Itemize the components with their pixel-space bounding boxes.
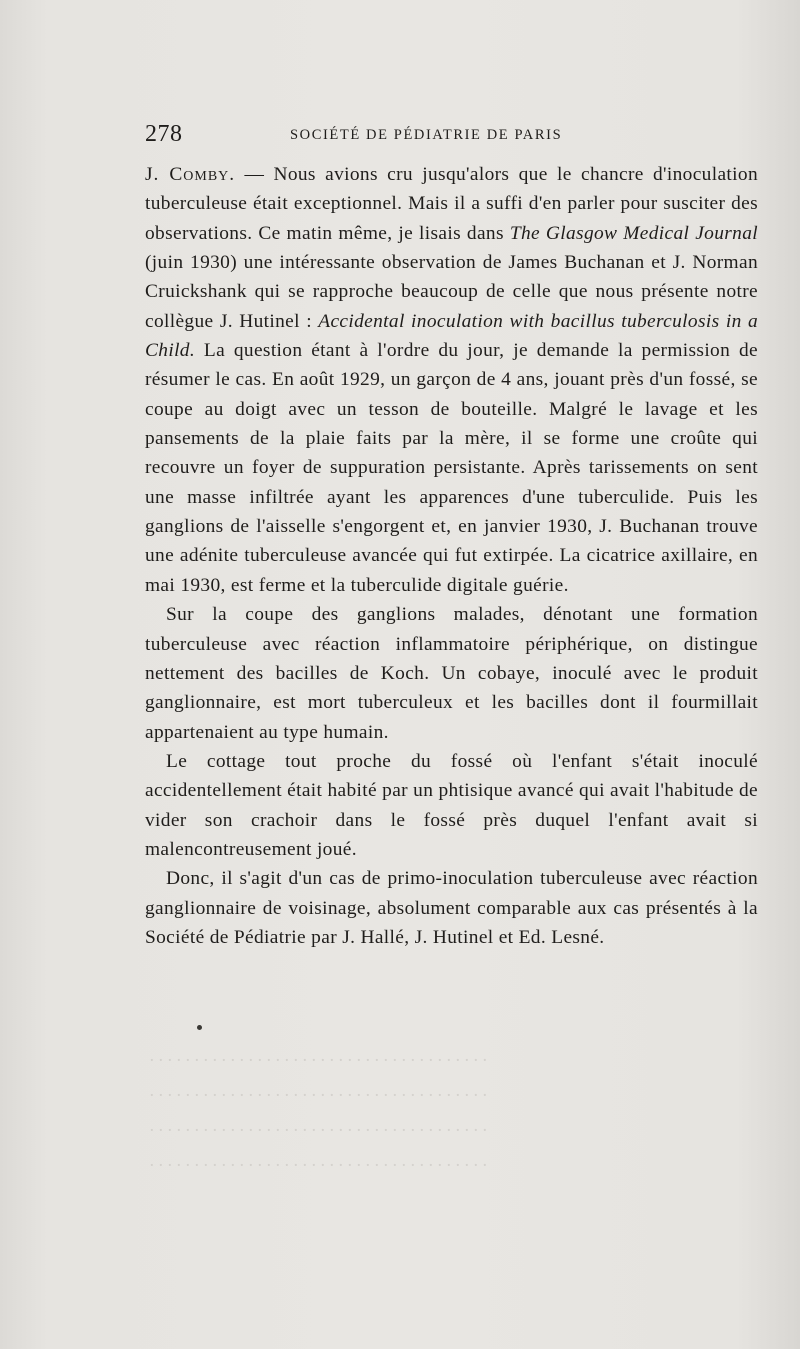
- article-title: Accidental inoculation with bacillus tuberculosis in a Child.: [145, 310, 758, 362]
- paragraph-comby: [145, 160, 758, 600]
- show-through-line: . . . . . . . . . . . . . . . . . . . . . . . . . . . . . . . . . . . . . .: [150, 1045, 488, 1065]
- author-name: J. Comby.: [145, 164, 236, 185]
- ink-dot: [197, 1025, 202, 1030]
- paragraph-cottage: Le cottage tout proche du fossé où l'enfant s'était inoculé accidentellement était habité par un phtisique avancé qui avait l'habitude de vider son crachoir dans le fossé près duquel l'enfant avait si malencontreusement joué.: [145, 750, 759, 860]
- page-number: 278: [145, 121, 183, 147]
- paragraph-ganglions: Sur la coupe des ganglions malades, dénotant une formation tuberculeuse avec réaction inflammatoire périphérique, on distingue nettement des bacilles de Koch. Un cobaye, inoculé avec le produit ganglionnaire, est mort tuberculeux et les bacilles dont il fourmillait appartenaient au type humain.: [145, 604, 758, 743]
- paragraph-conclusion: Donc, il s'agit d'un cas de primo-inoculation tuberculeuse avec réaction ganglionnaire de voisinage, absolument comparable aux cas présentés à la Société de Pédiatrie par J. Hallé, J. Hutinel et Ed. Lesné.: [145, 868, 758, 948]
- running-title: SOCIÉTÉ DE PÉDIATRIE DE PARIS: [290, 127, 563, 143]
- show-through-line: . . . . . . . . . . . . . . . . . . . . . . . . . . . . . . . . . . . . . .: [150, 1080, 488, 1100]
- paragraph-text: — Nous avions cru jusqu'alors que le chancre d'inoculation tuberculeuse était exceptionnel. Mais il a suffi d'en parler pour susciter des observations. Ce matin même, je lisais dans: [145, 164, 758, 244]
- paragraph-text: (juin 1930) une intéressante observation de James Buchanan et J. Norman Cruickshank qui se rapproche beaucoup de celle que nous présente notre collègue J. Hutinel :: [145, 252, 758, 332]
- show-through-line: . . . . . . . . . . . . . . . . . . . . . . . . . . . . . . . . . . . . . .: [150, 1150, 488, 1170]
- page-header: [145, 121, 755, 151]
- journal-title: The Glasgow Medical Journal: [509, 222, 758, 244]
- paragraph-text: La question étant à l'ordre du jour, je demande la permission de résumer le cas. En août 1929, un garçon de 4 ans, jouant près d'un fossé, se coupe au doigt avec un tesson de bouteille. Malgré le lavage et les pansements de la plaie faits par la mère, il se forme une croûte qui recouvre un foyer de suppuration persistante. Après tarissements on sent une masse infiltrée ayant les apparences d'une tuberculide. Puis les ganglions de l'aisselle s'engorgent et, en janvier 1930, J. Buchanan trouve une adénite tuberculeuse avancée qui fut extirpée. La cicatrice axillaire, en mai 1930, est ferme et la tuberculide digitale guérie.: [145, 340, 758, 596]
- show-through-line: . . . . . . . . . . . . . . . . . . . . . . . . . . . . . . . . . . . . . .: [150, 1115, 488, 1135]
- body-text: [145, 160, 758, 952]
